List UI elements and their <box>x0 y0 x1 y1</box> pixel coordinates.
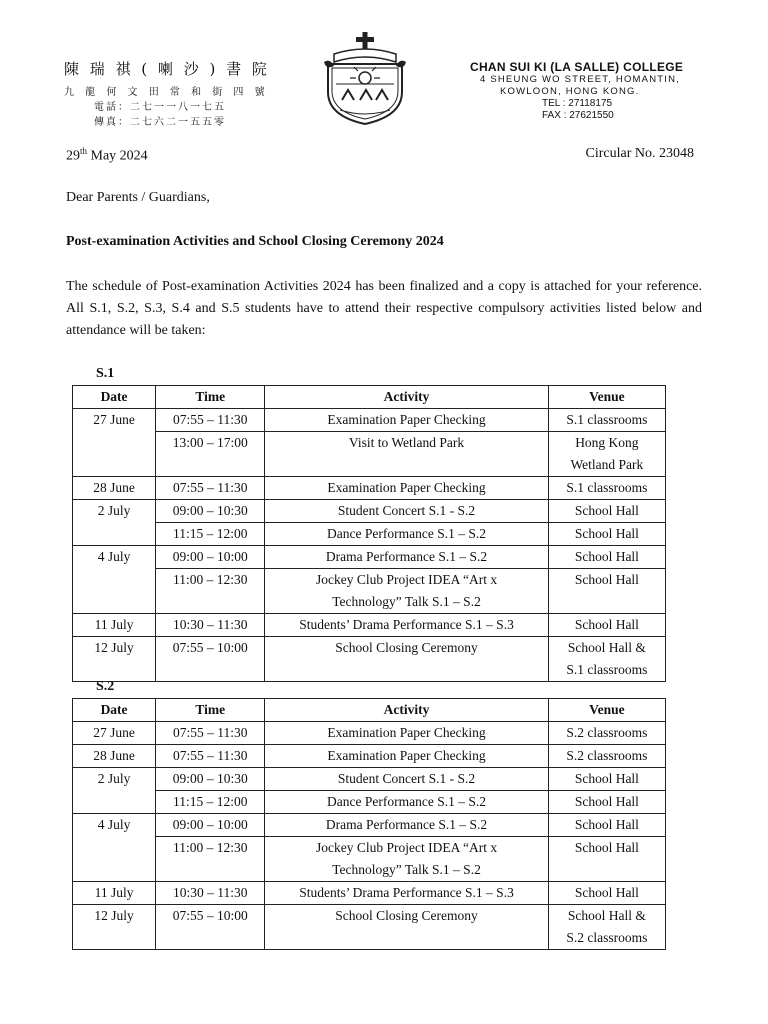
cell-venue: School Hall <box>548 882 665 905</box>
table-row <box>73 768 666 791</box>
table-row <box>73 569 666 614</box>
table-row <box>73 905 666 950</box>
cell-venue: School Hall <box>548 500 665 523</box>
table-row <box>73 637 666 682</box>
cell-activity: Examination Paper Checking <box>265 409 548 432</box>
address-chinese: 九 龍 何 文 田 常 和 街 四 號 <box>64 87 269 98</box>
header-activity: Activity <box>265 386 548 409</box>
header-activity: Activity <box>265 699 548 722</box>
s2-section-label: S.2 <box>96 679 115 694</box>
cell-time: 13:00 – 17:00 <box>156 432 265 477</box>
table-row <box>73 614 666 637</box>
cell-venue: School Hall <box>548 546 665 569</box>
cell-date: 28 June <box>73 477 156 500</box>
header-venue: Venue <box>548 386 665 409</box>
cell-venue: School Hall & S.1 classrooms <box>548 637 665 682</box>
cell-date: 12 July <box>73 905 156 950</box>
school-crest-icon <box>322 30 408 128</box>
letter-date <box>66 146 148 165</box>
cell-activity: Examination Paper Checking <box>265 722 548 745</box>
fax-english: FAX : 27621550 <box>542 110 614 121</box>
date-month-year: May 2024 <box>87 148 148 164</box>
table-row <box>73 722 666 745</box>
s1-section-label: S.1 <box>96 366 115 381</box>
telephone-english: TEL : 27118175 <box>542 98 613 109</box>
header-date: Date <box>73 386 156 409</box>
cell-activity: Student Concert S.1 - S.2 <box>265 768 548 791</box>
cell-date <box>73 837 156 882</box>
cell-date: 11 July <box>73 882 156 905</box>
cell-activity: Dance Performance S.1 – S.2 <box>265 523 548 546</box>
cell-venue: School Hall & S.2 classrooms <box>548 905 665 950</box>
cell-time: 07:55 – 10:00 <box>156 637 265 682</box>
cell-activity: School Closing Ceremony <box>265 905 548 950</box>
table-header-row <box>73 699 666 722</box>
table-row <box>73 546 666 569</box>
table-row <box>73 745 666 768</box>
cell-date: 11 July <box>73 614 156 637</box>
cell-date: 27 June <box>73 722 156 745</box>
table-header-row <box>73 386 666 409</box>
cell-date: 12 July <box>73 637 156 682</box>
letter-subject: Post-examination Activities and School Closing Ceremony 2024 <box>66 234 444 249</box>
cell-time: 11:00 – 12:30 <box>156 569 265 614</box>
school-name-chinese: 陳 瑞 祺 ( 喇 沙 ) 書 院 <box>64 60 270 78</box>
s2-schedule-table <box>72 698 666 950</box>
cell-activity: Students’ Drama Performance S.1 – S.3 <box>265 882 548 905</box>
letter-body: The schedule of Post-examination Activities 2024 has been finalized and a copy is attached for your reference. All S.1, S.2, S.3, S.4 and S.5 students have to attend their respective compulsory activities listed below and attendance will be taken: <box>66 279 702 338</box>
cell-venue: School Hall <box>548 569 665 614</box>
table-row <box>73 477 666 500</box>
circular-number: Circular No. 23048 <box>585 146 694 161</box>
cell-date: 27 June <box>73 409 156 432</box>
address-line-2: KOWLOON, HONG KONG. <box>500 86 640 97</box>
cell-activity: Drama Performance S.1 – S.2 <box>265 546 548 569</box>
address-line-1: 4 SHEUNG WO STREET, HOMANTIN, <box>480 74 681 85</box>
cell-venue: School Hall <box>548 614 665 637</box>
cell-activity: Jockey Club Project IDEA “Art x Technology” Talk S.1 – S.2 <box>265 837 548 882</box>
cell-time: 11:15 – 12:00 <box>156 523 265 546</box>
cell-activity: Dance Performance S.1 – S.2 <box>265 791 548 814</box>
cell-venue: S.1 classrooms <box>548 409 665 432</box>
table-row <box>73 409 666 432</box>
cell-venue: School Hall <box>548 768 665 791</box>
header-date: Date <box>73 699 156 722</box>
cell-date: 4 July <box>73 546 156 569</box>
cell-activity: Examination Paper Checking <box>265 477 548 500</box>
cell-venue: S.2 classrooms <box>548 745 665 768</box>
cell-venue: S.1 classrooms <box>548 477 665 500</box>
cell-time: 10:30 – 11:30 <box>156 614 265 637</box>
date-day: 29 <box>66 148 80 164</box>
cell-time: 07:55 – 11:30 <box>156 745 265 768</box>
letterhead-chinese <box>64 58 270 128</box>
cell-date <box>73 432 156 477</box>
school-name-english: CHAN SUI KI (LA SALLE) COLLEGE <box>470 60 684 74</box>
cell-time: 10:30 – 11:30 <box>156 882 265 905</box>
cell-time: 07:55 – 11:30 <box>156 722 265 745</box>
cell-venue: School Hall <box>548 523 665 546</box>
header-time: Time <box>156 386 265 409</box>
telephone-chinese: 電話：二七一一八一七五 <box>94 102 226 113</box>
table-row <box>73 882 666 905</box>
cell-time: 09:00 – 10:30 <box>156 768 265 791</box>
table-row <box>73 791 666 814</box>
table-row <box>73 523 666 546</box>
cell-date <box>73 569 156 614</box>
cell-time: 07:55 – 10:00 <box>156 905 265 950</box>
cell-date: 2 July <box>73 500 156 523</box>
cell-activity: Drama Performance S.1 – S.2 <box>265 814 548 837</box>
table-row <box>73 500 666 523</box>
cell-time: 09:00 – 10:30 <box>156 500 265 523</box>
cell-venue: School Hall <box>548 814 665 837</box>
cell-venue: S.2 classrooms <box>548 722 665 745</box>
cell-activity: Examination Paper Checking <box>265 745 548 768</box>
cell-date <box>73 791 156 814</box>
cell-venue: Hong Kong Wetland Park <box>548 432 665 477</box>
cell-venue: School Hall <box>548 791 665 814</box>
cell-time: 07:55 – 11:30 <box>156 477 265 500</box>
salutation: Dear Parents / Guardians, <box>66 190 210 205</box>
header-venue: Venue <box>548 699 665 722</box>
cell-date <box>73 523 156 546</box>
cell-activity: Visit to Wetland Park <box>265 432 548 477</box>
date-suffix: th <box>80 146 88 156</box>
cell-date: 2 July <box>73 768 156 791</box>
cell-venue: School Hall <box>548 837 665 882</box>
cell-time: 11:00 – 12:30 <box>156 837 265 882</box>
cell-date: 28 June <box>73 745 156 768</box>
table-row <box>73 814 666 837</box>
cell-activity: Students’ Drama Performance S.1 – S.3 <box>265 614 548 637</box>
cell-time: 11:15 – 12:00 <box>156 791 265 814</box>
cell-time: 07:55 – 11:30 <box>156 409 265 432</box>
cell-activity: Jockey Club Project IDEA “Art x Technology” Talk S.1 – S.2 <box>265 569 548 614</box>
table-row <box>73 837 666 882</box>
header-time: Time <box>156 699 265 722</box>
cell-date: 4 July <box>73 814 156 837</box>
table-row <box>73 432 666 477</box>
fax-chinese: 傳真：二七六二一五五零 <box>94 117 226 128</box>
letterhead-english <box>470 60 710 122</box>
cell-activity: Student Concert S.1 - S.2 <box>265 500 548 523</box>
cell-activity: School Closing Ceremony <box>265 637 548 682</box>
cell-time: 09:00 – 10:00 <box>156 546 265 569</box>
cell-time: 09:00 – 10:00 <box>156 814 265 837</box>
s1-schedule-table <box>72 385 666 682</box>
